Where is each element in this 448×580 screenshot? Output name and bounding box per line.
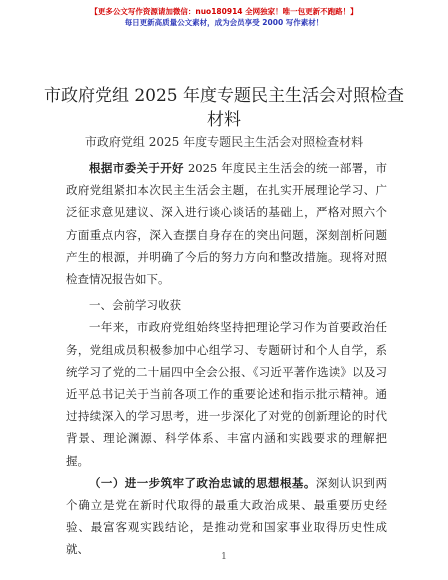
document-body — [66, 157, 387, 561]
section-heading: 一、会前学习收获 — [89, 298, 181, 313]
intro-lead: 根据市委关于开好 — [89, 161, 184, 175]
page-number: 1 — [221, 552, 227, 562]
intro-paragraph — [66, 157, 387, 290]
document-subtitle: 市政府党组 2025 年度专题民主生活会对照检查材料 — [84, 135, 364, 149]
subsection-heading: （一）进一步筑牢了政治忠诚的思想根基。 — [89, 475, 316, 490]
section-paragraph: 一年来，市政府党组始终坚持把理论学习作为首要政治任务，党组成员积极参加中心组学习、专题研讨和个人自学，系统学习了党的二十届四中全会公报、《习近平著作选读》以及习近平总书记关于当前各项工作的重要论述和指示批示精神。通过持续深入的学习思考，进一步深化了对党的创新理论的时代背景、理论渊源、科学体系、丰富内涵和实践要求的理解把握。 — [66, 320, 387, 468]
subsection-paragraph — [66, 472, 387, 561]
intro-text: 2025 年度民主生活会的统一部署，市政府党组紧扣本次民主生活会主题，在扎实开展理论学习、广泛征求意见建议、深入进行谈心谈话的基础上，严格对照六个方面重点内容，深入查摆自身存在的突出问题，深刻剖析问题产生的根源，并明确了今后的努力方向和整改措施。现将对照检查情况报告如下。 — [66, 161, 388, 287]
subsection-text: 深刻认识到两个确立是党在新时代取得的最重大政治成果、最重要历史经验、最富客观实践结论，是推动党和国家事业取得历史性成就、 — [66, 475, 387, 557]
promo-banner-line-1: 【更多公文写作资源请加微信：nuo180914 全网独家！唯一包更新不跑路！】 — [90, 7, 358, 16]
promo-banner — [0, 6, 448, 28]
promo-banner-line-2: 每日更新高质量公文素材，成为会员享受 2000 写作素材！ — [124, 18, 324, 27]
document-title: 市政府党组 2025 年度专题民主生活会对照检查材料 — [43, 86, 405, 130]
